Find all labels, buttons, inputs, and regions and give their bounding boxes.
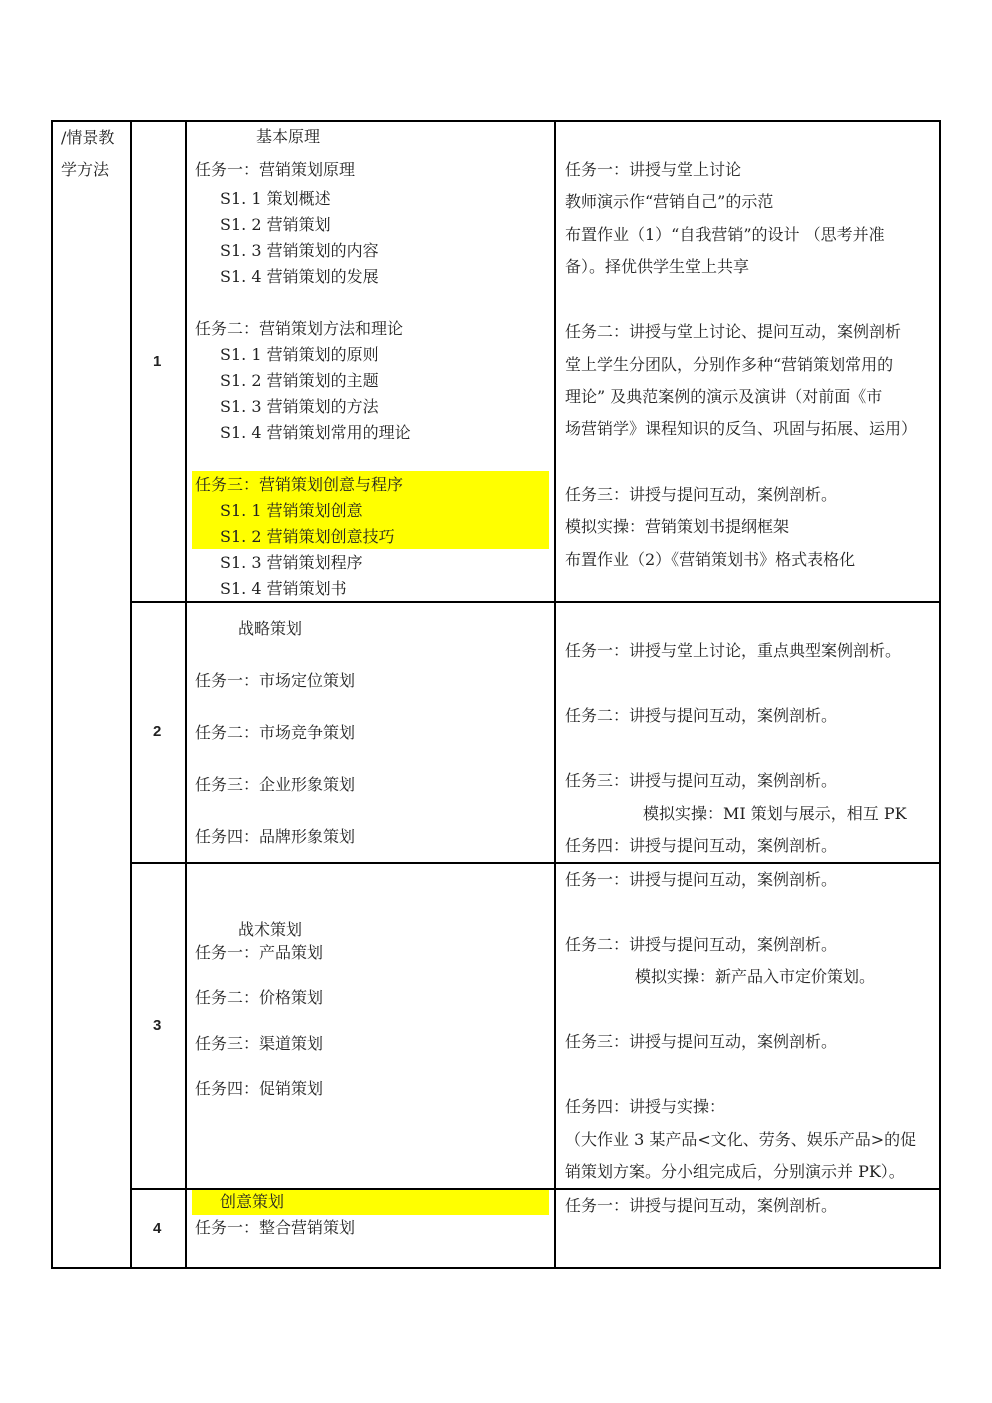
row2-task1: 任务一：市场定位策划 [195,671,356,690]
row-divider-2 [130,862,941,864]
row1-right-line1: 任务一：讲授与堂上讨论 [565,160,742,179]
row2-right-line5: 任务四：讲授与提问互动，案例剖析。 [565,836,838,855]
row4-right-line1: 任务一：讲授与提问互动，案例剖析。 [565,1196,838,1215]
row3-right-line4: 任务三：讲授与提问互动，案例剖析。 [565,1032,838,1051]
row1-task3-item1: S1. 1 营销策划创意 [220,501,363,520]
row3-right-line3: 模拟实操：新产品入市定价策划。 [635,967,876,986]
row1-task2-item2: S1. 2 营销策划的主题 [220,371,379,390]
row1-task1-item3: S1. 3 营销策划的内容 [220,241,379,260]
row2-right-line1: 任务一：讲授与堂上讨论，重点典型案例剖析。 [565,641,902,660]
row1-right-line2: 教师演示作“营销自己”的示范 [565,192,774,211]
row3-right-line7: 销策划方案。分小组完成后，分别演示并 PK）。 [565,1162,905,1181]
row4-heading: 创意策划 [220,1192,285,1211]
row3-task1: 任务一：产品策划 [195,943,324,962]
row1-task2-item4: S1. 4 营销策划常用的理论 [220,423,411,442]
row-number-3: 3 [153,1017,162,1034]
table-col-divider-2 [185,120,187,1269]
row2-task3: 任务三：企业形象策划 [195,775,356,794]
row1-right-line5: 任务二：讲授与堂上讨论、提问互动，案例剖析 [565,322,902,341]
row1-task3-title: 任务三：营销策划创意与程序 [195,475,404,494]
table-col-divider-3 [554,120,556,1269]
row1-right-line8: 场营销学》课程知识的反刍、巩固与拓展、运用） [565,419,918,438]
row3-right-line5: 任务四：讲授与实操： [565,1097,726,1116]
row1-task1-item1: S1. 1 策划概述 [220,189,331,208]
row1-task2-title: 任务二：营销策划方法和理论 [195,319,404,338]
row-number-4: 4 [153,1220,162,1237]
row3-task3: 任务三：渠道策划 [195,1034,324,1053]
row3-right-line2: 任务二：讲授与提问互动，案例剖析。 [565,935,838,954]
row1-heading: 基本原理 [256,127,321,146]
row1-right-line6: 堂上学生分团队，分别作多种“营销策划常用的 [565,355,894,374]
row3-right-line6: （大作业 3 某产品<文化、劳务、娱乐产品>的促 [565,1130,917,1149]
row1-right-line3: 布置作业（1）“自我营销”的设计 （思考并准 [565,225,885,244]
row1-task2-item3: S1. 3 营销策划的方法 [220,397,379,416]
row1-task1-item4: S1. 4 营销策划的发展 [220,267,379,286]
row-divider-1 [130,601,941,603]
row1-task3-item3: S1. 3 营销策划程序 [220,553,363,572]
side-label-line2: 学方法 [61,160,110,179]
row1-right-line4: 备）。择优供学生堂上共享 [565,257,750,276]
row3-task2: 任务二：价格策划 [195,988,324,1007]
row-number-1: 1 [153,353,162,370]
row1-task1-item2: S1. 2 营销策划 [220,215,331,234]
row3-heading: 战术策划 [238,920,303,939]
row1-right-line10: 模拟实操：营销策划书提纲框架 [565,517,790,536]
row3-task4: 任务四：促销策划 [195,1079,324,1098]
row2-heading: 战略策划 [238,619,303,638]
row4-task1: 任务一：整合营销策划 [195,1218,356,1237]
table-border-right [939,120,941,1269]
side-label-line1: /情景教 [61,128,115,147]
row1-right-line9: 任务三：讲授与提问互动，案例剖析。 [565,485,838,504]
row1-task3-item2: S1. 2 营销策划创意技巧 [220,527,395,546]
row3-right-line1: 任务一：讲授与提问互动，案例剖析。 [565,870,838,889]
table-border-left [51,120,53,1269]
row2-task2: 任务二：市场竞争策划 [195,723,356,742]
row2-right-line4: 模拟实操：MI 策划与展示，相互 PK [643,804,907,823]
row1-right-line11: 布置作业（2）《营销策划书》格式表格化 [565,550,856,569]
row-number-2: 2 [153,723,162,740]
table-col-divider-1 [130,120,132,1269]
row1-right-line7: 理论” 及典范案例的演示及演讲（对前面《市 [565,387,883,406]
row2-task4: 任务四：品牌形象策划 [195,827,356,846]
row2-right-line3: 任务三：讲授与提问互动，案例剖析。 [565,771,838,790]
row2-right-line2: 任务二：讲授与提问互动，案例剖析。 [565,706,838,725]
row1-task3-item4: S1. 4 营销策划书 [220,579,347,598]
side-label [61,122,114,186]
row1-task1-title: 任务一：营销策划原理 [195,160,356,179]
row1-task2-item1: S1. 1 营销策划的原则 [220,345,379,364]
